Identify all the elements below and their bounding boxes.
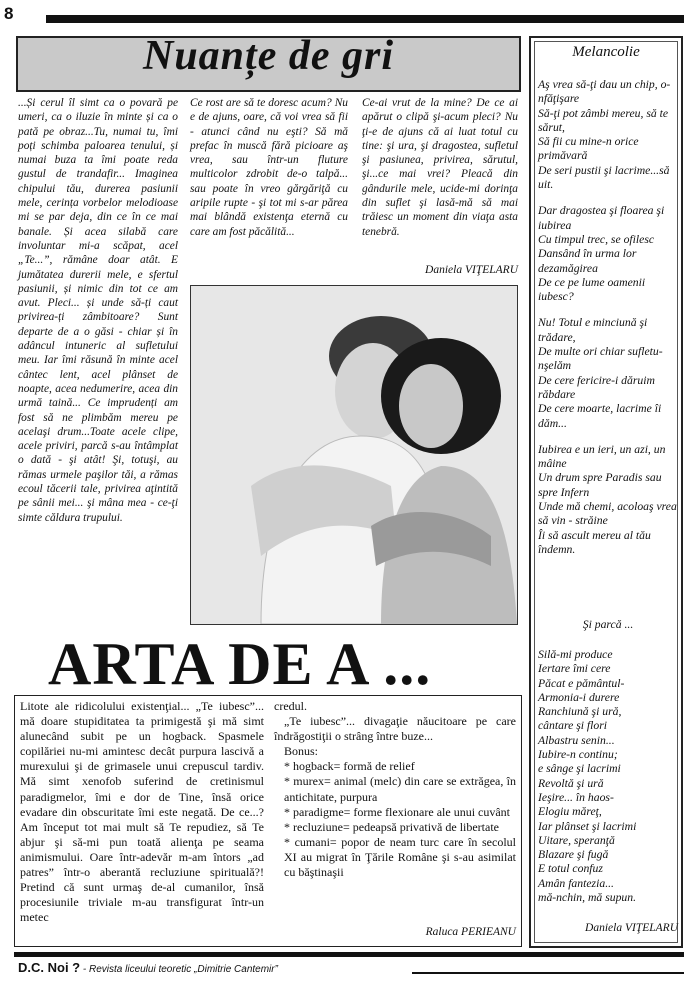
poem2-line: e sânge şi lacrimi: [538, 762, 621, 776]
poem-stanza: [538, 316, 678, 430]
footer-underline: [412, 972, 684, 974]
poem2-title: Şi parcă ...: [582, 618, 634, 631]
arta-signature: Raluca PERIEANU: [425, 926, 516, 938]
arta-bonus-item: * paradigme= forme flexionare ale unui cuvânt: [284, 804, 511, 819]
poem-line: Aş vrea să-ţi dau un chip, o-nfăţişare: [538, 78, 671, 106]
poem-stanza: [538, 204, 678, 304]
arta-bonus-item: * murex= animal (melc) din care se extrăgea, în antichitate, purpura: [284, 774, 516, 804]
poem-stanza: [538, 443, 678, 557]
poem-body: [538, 78, 678, 569]
poem-title: Melancolie: [572, 44, 640, 60]
poem-line: De seri pustii şi lacrime...să uit.: [538, 163, 670, 192]
poem2-line: Elogiu măreţ,: [538, 805, 602, 819]
top-rule: [46, 15, 684, 23]
poem2-body: [538, 648, 678, 905]
poem2-line: Uitare, speranţă: [538, 833, 615, 847]
poem-line: Îi să ascult mereu al tău îndemn.: [538, 528, 651, 556]
nuante-signature: Daniela VIŢELARU: [425, 264, 518, 276]
poem2-line: Iar plânset şi lacrimi: [538, 819, 637, 833]
footer-title: D.C. Noi ?: [18, 960, 81, 975]
arta-title: ARTA DE A ...: [48, 631, 432, 697]
arta-right-column: [274, 699, 516, 880]
poem2-line: Albastru senin...: [538, 733, 615, 747]
couple-photo: [190, 285, 518, 625]
nuante-col3-text: Ce-ai vrut de la mine? De ce ai apărut o clipă şi-acum pleci? Nu ţi-e de ajuns că ai luat totul cu tine: şi ura, şi dragostea, sufletul şi pasiunea, privirea, sărutul, şi...ce mai vrei? Pleacă din gândurile mele, ucide-mi dorinţa din suflet şi lasă-mă să mai trăiesc un moment din viaţa asta tenebră.: [362, 97, 518, 238]
nuante-column-3: [362, 96, 518, 239]
poem2-line: Ranchiună şi ură,: [538, 705, 622, 719]
arta-bonus-item: * hogback= formă de relief: [284, 759, 415, 774]
poem2-line: cântare şi flori: [538, 719, 608, 733]
poem2-line: Silă-mi produce: [538, 648, 613, 661]
poem-line: Un drum spre Paradis sau spre Infern: [538, 471, 662, 499]
arta-bonus-item: * cumani= popor de neam turc care în secolul XI au migrat în Ţările Române şi s-au asimilat cu băştinaşii: [284, 834, 516, 880]
footer-rule: [14, 952, 684, 957]
nuante-column-1: [18, 96, 178, 525]
poem2-line: Revoltă şi ură: [538, 776, 604, 790]
page-number: 8: [4, 4, 14, 23]
poem-stanza: [538, 78, 678, 192]
poem2-line: Iubire-n continu;: [538, 748, 618, 762]
arta-intro-2: „Te iubesc”... divagaţie năucitoare pe care îndrăgostiţii o strâng între buze...: [274, 714, 516, 744]
poem-line: Dar dragostea şi floarea şi iubirea: [538, 204, 665, 232]
couple-photo-illustration: [191, 286, 517, 624]
poem2-line: Amân fantezia...: [538, 876, 614, 890]
poem-line: Să fii cu mine-n orice primăvară: [538, 135, 639, 163]
sidebar-signature: Daniela VIŢELARU: [585, 922, 678, 934]
poem2-line: Păcat e pământul-: [538, 676, 625, 690]
poem-line: De ce pe lume oamenii iubesc?: [538, 275, 646, 304]
poem-line: Să-ţi pot zâmbi mereu, să te sărut,: [538, 106, 669, 134]
poem2-line: Iertare îmi cere: [538, 662, 611, 676]
poem-line: De cere moarte, lacrime îi dăm...: [538, 402, 662, 430]
poem-line: De cere fericire-i dăruim răbdare: [538, 373, 655, 401]
poem2-line: mă-nchin, mă supun.: [538, 891, 637, 905]
footer: [18, 960, 278, 975]
arta-left-column: [20, 699, 264, 925]
poem-line: Iubirea e un ieri, un azi, un mâine: [538, 442, 666, 471]
nuante-col2-text: Ce rost are să te doresc acum? Nu e de ajuns, oare, că voi vrea să fii - atunci când nu eşti? Să mă prefac în muscă fără picioare aş vrea, sau într-un fluture multicolor zdrobit de-o talpă... sau poate în vreo gărgăriţă cu aripile rupte - şi tot mi s-ar părea mai blândă existenţa eternă cu care am fost păcălită...: [190, 97, 348, 238]
poem2-line: Ieşire... în haos-: [538, 790, 614, 804]
arta-bonus-label: Bonus:: [284, 744, 319, 759]
poem2-line: Blazare şi fugă: [538, 848, 609, 862]
nuante-col1-text: ...Și cerul îl simt ca o povară pe umeri, ca o iluzie în minte și ca o pată pe obraz...Tu, numai tu, îmi poți schimba paloarea tenului, și numai buza ta îmi poate reda gustul de trandafir... Imaginea chipului tău, durerea pasiunii mele, cerința vorbelor melodioase mi se par deja, din ce în ce mai banale. Și acea silabă care involuntar mi-a scăpat, acel „Te...”, rămâne doar atât. E jumătatea durerii mele, e sfertul pasiunii, și nimic din tot ce am avut. Pleci... și unde să-ți caut privirea-ți zâmbitoare? Sunt departe de a o găsi - chiar și în adâncul intuneric al sufletului meu. Iar îmi răsună în minte acel cântec lent, acel plânset de noapte, acea nedumerire, acea din urmă taină... Ce imprudenți am fost să ne plimbăm mereu pe acelaşi drum...Toate acele clipe, acele priviri, parcă s-au întâmplat o dată - şi atât! Şi, totuşi, au rămas urmele paşilor tăi, a rămas ecoul tăcerii tale, privirea aţintită pe sânii mei... şi mâna mea - ce-ţi simte căldura trupului.: [18, 97, 178, 524]
article-title: Nuanțe de gri: [142, 33, 394, 79]
poem2-line: E totul confuz: [538, 862, 603, 876]
nuante-column-2: [190, 96, 348, 239]
arta-bonus-item: * recluziune= pedeapsă privativă de libertate: [284, 819, 499, 834]
footer-subtitle: - Revista liceului teoretic „Dimitrie Cantemir”: [80, 964, 278, 975]
poem-line: De multe ori chiar sufletu-nşelăm: [538, 345, 663, 373]
poem-line: Unde mă chemi, acoloaş vrea să vin - străine: [538, 500, 677, 528]
arta-left-text: Litote ale ridicolului existenţial... „Te iubesc”... mă doare stupiditatea ta primigestă şi mă simt alunecând subit pe un hogback. Spasmele copilăriei nu-mi amintesc decât purpura lascivă a murexului şi de grimasele unui crepuscul tardiv. Mă simt xenofob suferind de cretinismul paradigmelor, îmi e dor de Tine, însă orice evadare din obscuritate îmi este negată. De ce...? Am început tot mai mult să Te repudiez, să Te abjur şi să-mi pun toată alienţa pe seama animismului. Oare într-adevăr m-am întors „ad patres” într-o aberantă recluziune spirituală?! Pretind că sunt urmaş de-al cumanilor, însă procesiunile triviale m-au transfigurat într-un metec: [20, 699, 264, 925]
poem-line: Dansând în urma lor dezamăgirea: [538, 247, 637, 275]
arta-intro-1: credul.: [274, 699, 307, 713]
poem2-line: Armonia-i durere: [538, 690, 620, 704]
poem-line: Nu! Totul e minciună şi trădare,: [538, 316, 648, 344]
poem-line: Cu timpul trec, se ofilesc: [538, 232, 655, 246]
